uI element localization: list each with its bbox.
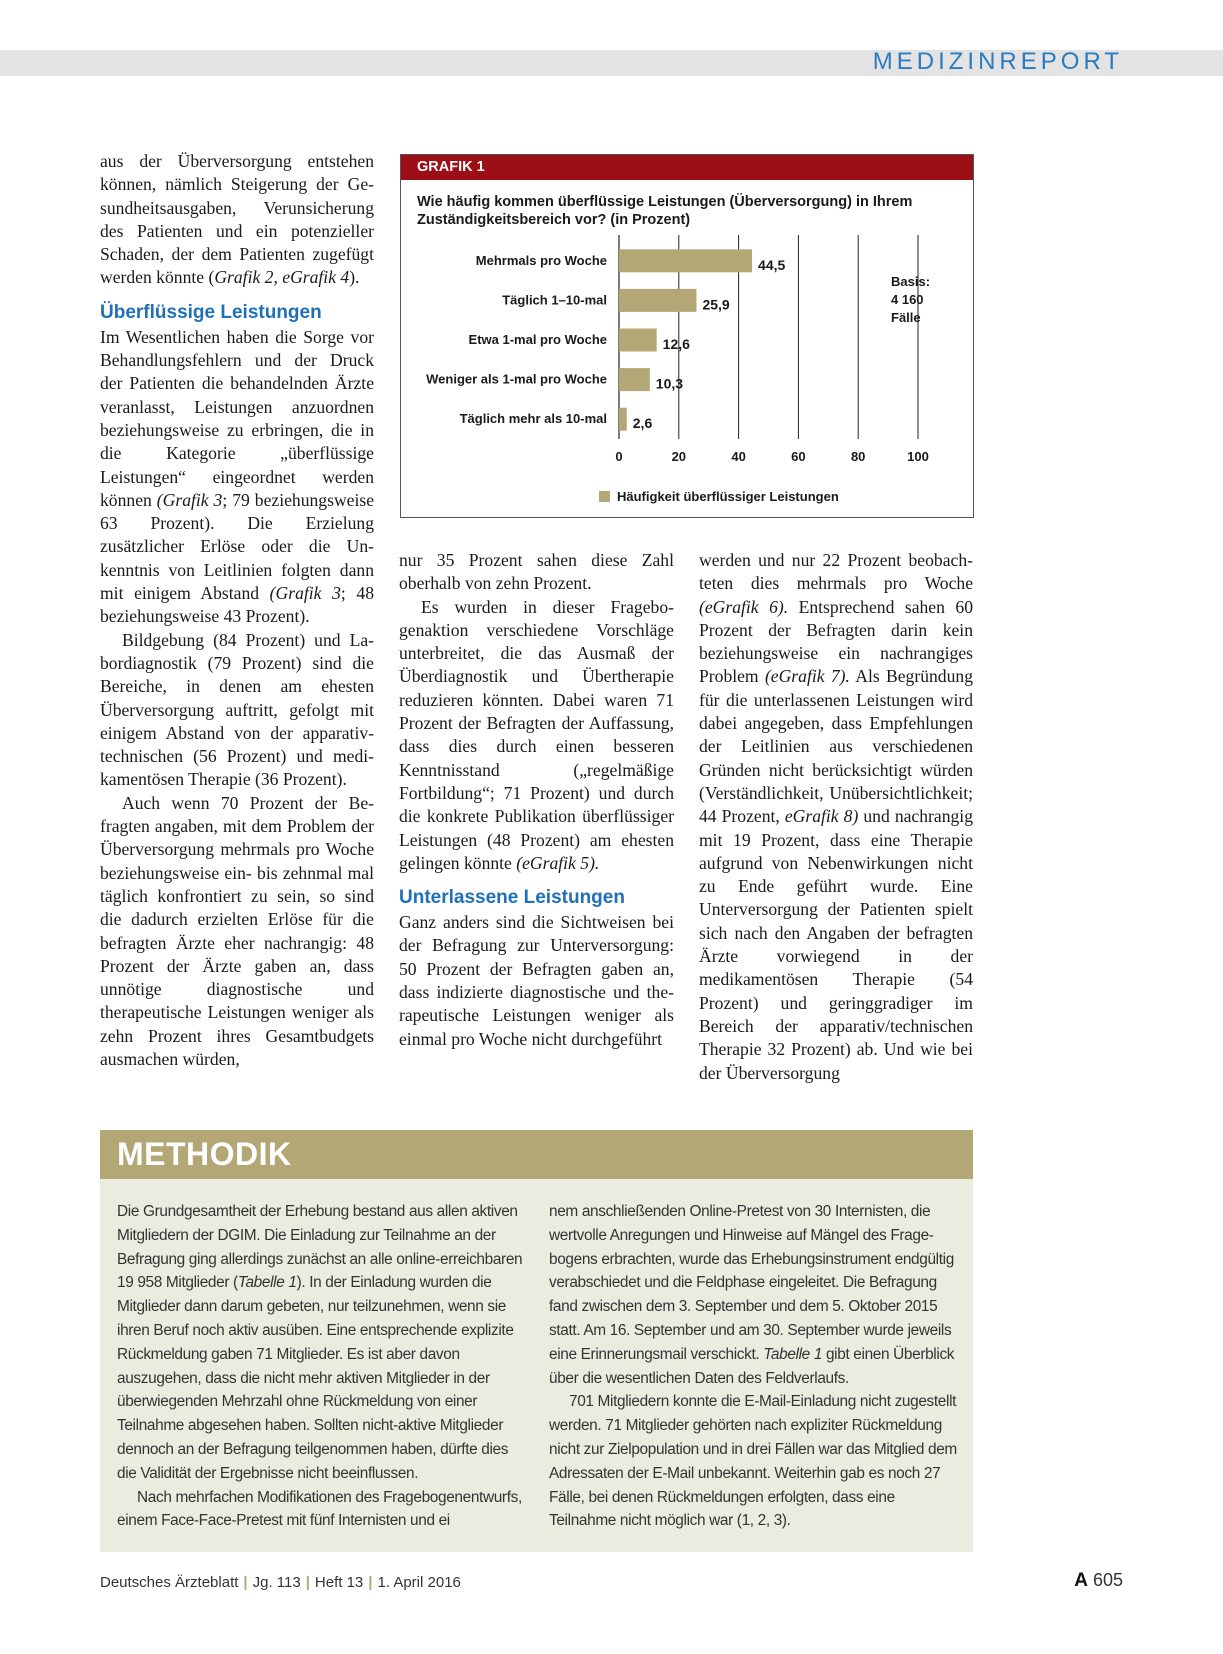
paragraph: werden und nur 22 Prozent beobachteten dies mehrmals pro Woche (eGrafik 6). Entsprechend sahen 60 Prozent der Befragten darin kein beziehungsweise ein nachrangiges Problem (eGrafik 7). Als Begründung für die unterlassenen Leistungen wird dabei angegeben, dass Empfehlungen der Leitlinien aus verschiedenen Gründen nicht berücksichtigt würden (Verständlichkeit, Unübersichtlichkeit; 44 Prozent, eGrafik 8) und nachrangig mit 19 Prozent, dass eine Therapie aufgrund von Nebenwirkungen nicht zu Ende geführt wurde. Eine Unterversorgung der Patienten spielt sich nach den Angaben der befragten Ärzte vorwiegend in der medikamentösen Therapie (54 Prozent) und geringgradiger im Bereich der apparativ/technischen Therapie 32 Prozent) ab. Und wie bei der Überversorgung	[699, 550, 973, 1083]
text-column-1	[100, 150, 374, 1071]
x-tick-label: 40	[731, 449, 746, 464]
issue: Heft 13	[314, 1574, 364, 1591]
paragraph: aus der Überversorgung entstehen können, nämlich Steigerung der Gesundheitsausgaben, Verunsicherung des Patienten und ein potenzieller Schaden, der dem Patienten zugefügt werden könnte (Grafik 2, eGrafik 4).	[100, 151, 374, 288]
x-tick-label: 60	[791, 449, 806, 464]
figure-reference: (Grafik 3	[269, 583, 341, 604]
category-label: Weniger als 1-mal pro Woche	[426, 371, 607, 387]
figure-reference: (eGrafik 6).	[699, 596, 789, 617]
paragraph: Es wurden in dieser Fragebogenaktion verschiedene Vorschläge unterbreitet, die das Ausmaß der Überdiagnostik und Übertherapie reduzieren könnten. Dabei waren 71 Prozent der Befragten der Auffassung, dass dies durch einen besseren Kenntnisstand („regelmäßige Fortbildung“; 71 Prozent) und durch die konkrete Publikation überflüssiger Leistungen (48 Prozent) am ehesten gelingen könnte (eGrafik 5).	[399, 596, 674, 873]
legend-swatch	[599, 491, 610, 502]
data-label: 2,6	[632, 415, 653, 432]
table-reference: Tabelle 1	[237, 1274, 297, 1292]
basis-label: Basis:	[891, 274, 931, 289]
paragraph: Ganz anders sind die Sichtweisen bei der Befragung zur Unterversorgung: 50 Prozent der Befragten gaben an, dass indizierte diagnostische und therapeutische Leistungen weniger als einmal pro Woche nicht durchgeführt	[399, 912, 674, 1049]
category-label: Etwa 1-mal pro Woche	[468, 332, 607, 347]
basis-unit: Fälle	[891, 310, 921, 325]
data-label: 12,6	[662, 336, 690, 352]
paragraph: Die Grundgesamtheit der Erhebung bestand aus allen aktiven Mitgliedern der DGIM. Die Einladung zur Teilnahme an der Befragung ging allerdings zunächst an alle online-erreichbaren 19 958 Mitglieder (Tabelle 1). In der Einladung wurden die Mitglieder dann darum gebeten, nur teilzunehmen, wenn sie ihren Beruf noch aktiv ausüben. Eine entsprechende explizite Rückmeldung gaben 71 Mitglieder. Es ist aber davon auszugehen, dass die nicht mehr aktiven Mitglieder in der überwiegenden Mehrzahl ohne Rückmeldung von einer Teilnahme abgesehen haben. Sollten nicht-aktive Mitglieder dennoch an der Befragung teilgenommen haben, dürfte dies die Validität der Ergebnisse nicht beeinflussen.	[117, 1203, 523, 1482]
chart-title: Wie häufig kommen überflüssige Leistungen (Überversorgung) in Ihrem Zuständigkeitsbereich vor? (in Prozent)	[417, 194, 913, 228]
basis-count: 4 160	[891, 292, 924, 307]
text-column-3	[699, 549, 973, 1085]
chart-label: GRAFIK 1	[401, 155, 973, 180]
figure-reference: (Grafik 3	[156, 489, 223, 510]
figure-reference: (eGrafik 5).	[516, 852, 600, 873]
table-reference: Tabelle 1	[763, 1345, 823, 1363]
legend-label: Häufigkeit überflüssiger Leistungen	[617, 489, 839, 504]
category-label: Täglich 1–10-mal	[502, 292, 607, 308]
bar	[619, 329, 657, 352]
methodik-column-2	[549, 1200, 959, 1533]
x-tick-label: 100	[907, 449, 929, 464]
volume: Jg. 113	[252, 1574, 301, 1591]
paragraph: Auch wenn 70 Prozent der Befragten angaben, mit dem Problem der Überversorgung mehrmals pro Woche beziehungsweise ein- bis zehnmal mal täglich konfrontiert zu sein, so sind die dadurch erzielten Erlöse für die befragten Ärzte eher nachrangig: 48 Prozent der Ärzte gaben an, dass unnötige diagnostische und therapeutische Leistungen weniger als zehn Prozent ihres Gesamtbudgets ausmachen würden,	[100, 792, 374, 1069]
bar	[619, 249, 752, 272]
paragraph: Nach mehrfachen Modifikationen des Fragebogenentwurfs, einem Face-Face-Pretest mit fünf Internisten und ei	[117, 1488, 522, 1530]
subheading-ueberfluessige-leistungen: Überflüssige Leistungen	[100, 301, 322, 323]
methodik-title: METHODIK	[100, 1130, 973, 1179]
data-label: 25,9	[702, 296, 730, 313]
journal-name: Deutsches Ärzteblatt	[100, 1574, 239, 1591]
bar	[619, 368, 650, 391]
subheading-unterlassene-leistungen: Unterlassene Leistungen	[399, 887, 625, 909]
text-column-2	[399, 549, 674, 1051]
x-tick-label: 80	[850, 449, 866, 464]
figure-reference: Grafik 2, eGrafik 4	[214, 267, 350, 288]
figure-reference: eGrafik 8)	[784, 806, 859, 827]
category-label: Täglich mehr als 10-mal	[459, 411, 607, 427]
paragraph: 701 Mitgliedern konnte die E-Mail-Einladung nicht zugestellt werden. 71 Mitglieder gehörten nach expliziter Rückmeldung nicht zur Zielpopulation und in drei Fällen war das Mitglied dem Adressaten der E-Mail unbekannt. Weiterhin gab es noch 27 Fälle, bei denen Rückmeldungen erfolgten, dass eine Teilnahme nicht möglich war (1, 2, 3).	[549, 1393, 957, 1530]
figure-reference: (eGrafik 7).	[764, 666, 850, 687]
grafik-1	[400, 154, 974, 518]
paragraph: Bildgebung (84 Prozent) und Labordiagnostik (79 Prozent) sind die Bereiche, in denen am ehesten Überversorgung auftritt, gefolgt mit einigem Abstand von der apparativ-technischen (56 Prozent) und medikamentösen Therapie (36 Prozent).	[100, 629, 374, 790]
x-tick-label: 0	[615, 449, 623, 464]
methodik-column-1	[117, 1200, 527, 1533]
bar	[619, 408, 627, 431]
methodik-box	[100, 1130, 973, 1552]
page-number: A 605	[1074, 1570, 1123, 1591]
paragraph: nur 35 Prozent sahen diese Zahl oberhalb von zehn Prozent.	[399, 550, 674, 594]
footer: Deutsches Ärzteblatt | Jg. 113 | Heft 13 | 1. April 2016	[100, 1574, 461, 1591]
section-label: MEDIZINREPORT	[872, 48, 1123, 75]
bar-chart	[401, 155, 973, 517]
bar	[619, 289, 696, 312]
data-label: 44,5	[758, 256, 786, 273]
paragraph: Im Wesentlichen haben die Sorge vor Behandlungsfehlern und der Druck der Patienten die behandelnden Ärzte veranlasst, Leistungen anzuordnen beziehungsweise zu erbringen, die in die Kategorie „überflüssige Leistungen“ eingeordnet werden können (Grafik 3; 79 beziehungsweise 63 Prozent). Die Erzielung zusätzlicher Erlöse oder die Unkenntnis von Leitlinien folgten dann mit einigem Abstand (Grafik 3; 48 beziehungsweise 43 Prozent).	[100, 326, 374, 627]
data-label: 10,3	[655, 375, 684, 392]
category-label: Mehrmals pro Woche	[475, 252, 607, 268]
paragraph: nem anschließenden Online-Pretest von 30 Internisten, die wertvolle Anregungen und Hinweise auf Mängel des Fragebogens erbrachten, wurde das Erhebungsinstrument endgültig verabschiedet und die Feldphase eingeleitet. Die Befragung fand zwischen dem 3. September und dem 5. Oktober 2015 statt. Am 16. September und am 30. September wurde jeweils eine Erinnerungsmail verschickt. Tabelle 1 gibt einen Überblick über die wesentlichen Daten des Feldverlaufs.	[549, 1203, 955, 1387]
date: 1. April 2016	[377, 1574, 461, 1591]
x-tick-label: 20	[671, 449, 687, 464]
